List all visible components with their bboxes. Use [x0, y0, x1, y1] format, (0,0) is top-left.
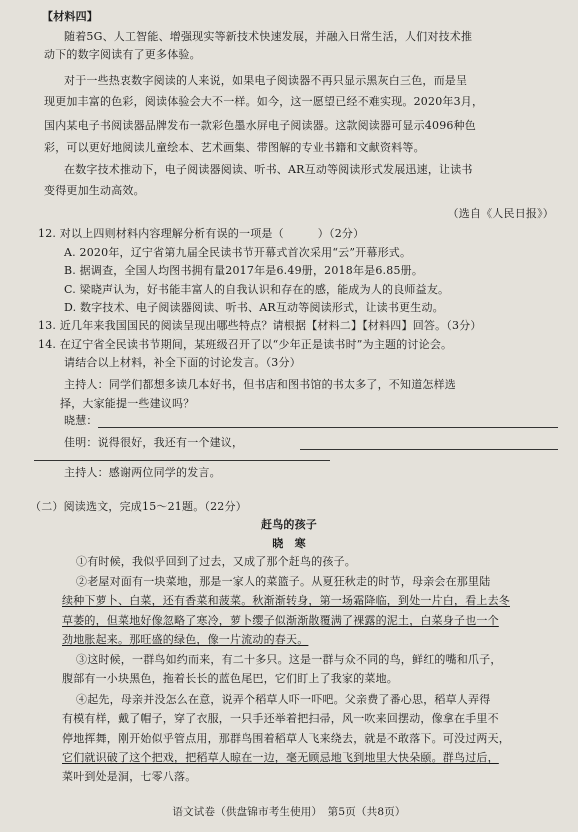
passage-paragraph-3: ③这时候，一群鸟如约而来，有二十多只。这是一群与众不同的鸟，鲜红的嘴和爪子， — [76, 653, 502, 666]
option-b: B. 据调查，全国人均图书拥有量2017年是6.49册，2018年是6.85册。 — [64, 264, 424, 277]
material-four-line: 对于一些热衷数字阅读的人来说，如果电子阅读器不再只显示黑灰白三色，而是呈 — [64, 74, 468, 87]
passage-paragraph-4: ④起先，母亲并没怎么在意，说弄个稻草人吓一吓吧。父亲费了番心思，稻草人弄得 — [76, 693, 491, 706]
student-xiaohui-label: 晓慧： — [64, 414, 98, 427]
passage-paragraph-4: 停地挥舞，刚开始似乎管点用，那群鸟围着稻草人飞来绕去，就是不敢落下。可没过两天， — [62, 732, 510, 745]
material-four-line: 变得更加生动高效。 — [44, 184, 145, 197]
question-14-stem: 请结合以上材料，补全下面的讨论发言。（3分） — [64, 356, 301, 369]
material-four-line: 现更加丰富的色彩，阅读体验会大不一样。如今，这一愿望已经不难实现。2020年3月， — [44, 95, 484, 108]
passage-paragraph-2: 草萎的，但菜地好像忽略了寒冷，萝卜缨子似渐渐散覆满了裸露的泥土，白菜身子也一个 — [62, 614, 499, 627]
answer-line[interactable] — [98, 427, 558, 428]
passage-author: 晓 寒 — [272, 537, 306, 550]
question-14-stem: 14. 在辽宁省全民读书节期间，某班级召开了以“少年正是读书时”为主题的讨论会。 — [38, 338, 453, 351]
material-four-line: 动下的数字阅读有了更多体验。 — [44, 48, 201, 61]
passage-paragraph-4: 菜叶到处是洞，七零八落。 — [62, 770, 197, 783]
material-four-heading: 【材料四】 — [42, 10, 98, 23]
material-four-line: 国内某电子书阅读器品牌发布一款彩色墨水屏电子阅读器。这款阅读器可显示4096种色 — [44, 119, 476, 132]
passage-paragraph-2: 续种下萝卜、白菜，还有香菜和菠菜。秋渐渐转身，第一场霜降临，到处一片白，看上去冬 — [62, 594, 510, 607]
option-c: C. 梁晓声认为，好书能丰富人的自我认识和存在的感，能成为人的良师益友。 — [64, 283, 450, 296]
source-citation: （选自《人民日报》） — [447, 207, 554, 220]
option-a: A. 2020年，辽宁省第九届全民读书节开幕式首次采用“云”开幕形式。 — [64, 246, 412, 259]
student-jiaming-line: 佳明：说得很好，我还有一个建议， — [64, 436, 244, 449]
host-speech: 择，大家能提一些建议吗？ — [60, 397, 195, 410]
passage-paragraph-1: ①有时候，我似乎回到了过去，又成了那个赶鸟的孩子。 — [76, 555, 356, 568]
host-speech: 主持人：同学们都想多读几本好书，但书店和图书馆的书太多了，不知道怎样选 — [64, 378, 456, 391]
material-four-line: 彩，可以更好地阅读儿童绘本、艺术画集、带图解的专业书籍和文献资料等。 — [44, 141, 425, 154]
passage-title: 赶鸟的孩子 — [261, 518, 317, 531]
passage-paragraph-2: ②老屋对面有一块菜地，那是一家人的菜篮子。从夏狂秋走的时节，母亲会在那里陆 — [76, 575, 491, 588]
question-13: 13. 近几年来我国国民的阅读呈现出哪些特点？请根据【材料二】【材料四】回答。（3分） — [38, 319, 482, 332]
host-closing: 主持人：感谢两位同学的发言。 — [64, 466, 221, 479]
passage-paragraph-4: 它们就识破了这个把戏，把稻草人晾在一边，毫无顾忌地飞到地里大快朵颐。群鸟过后， — [62, 751, 499, 764]
passage-paragraph-2: 劲地胀起来。那旺盛的绿色，像一片流动的春天。 — [62, 633, 309, 646]
answer-line[interactable] — [34, 460, 330, 461]
material-four-line: 随着5G、人工智能、增强现实等新技术快速发展，并融入日常生活，人们对技术推 — [64, 30, 473, 43]
page-footer: 语文试卷（供盘锦市考生使用） 第5页（共8页） — [172, 806, 406, 818]
material-four-line: 在数字技术推动下，电子阅读器阅读、听书、AR互动等阅读形式发展迅速，让读书 — [64, 163, 473, 176]
question-12-stem: 12. 对以上四则材料内容理解分析有误的一项是（ ）（2分） — [38, 227, 365, 240]
option-d: D. 数字技术、电子阅读器阅读、听书、AR互动等阅读形式，让读书更生动。 — [64, 301, 444, 314]
passage-paragraph-4: 有模有样，戴了帽子，穿了衣服，一只手还举着把扫帚，风一吹来回摆动，像拿在手里不 — [62, 712, 499, 725]
part-two-heading: （二）阅读选文，完成15～21题。（22分） — [30, 500, 247, 513]
answer-line[interactable] — [300, 449, 558, 450]
passage-paragraph-3: 腹部有一小块黑色，拖着长长的蓝色尾巴，它们盯上了我家的菜地。 — [62, 672, 398, 685]
